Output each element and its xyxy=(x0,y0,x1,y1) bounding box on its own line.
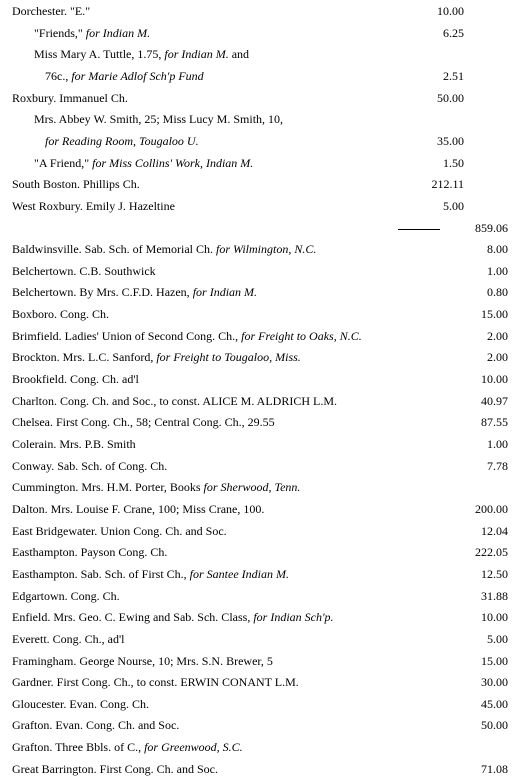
entry-description xyxy=(12,672,299,694)
entry-total: 15.00 xyxy=(481,653,508,668)
entry-description xyxy=(45,131,199,153)
entry-designation: for Indian M. xyxy=(189,285,258,300)
entry-text: South Boston. Phillips Ch. xyxy=(12,177,140,192)
ledger-row xyxy=(0,607,516,629)
ledger-row xyxy=(0,391,516,413)
entry-designation: for Indian M. xyxy=(82,25,151,40)
entry-total: 1.00 xyxy=(487,263,508,278)
entry-text: Everett. Cong. Ch., ad'l xyxy=(12,631,125,646)
entry-text: Colerain. Mrs. P.B. Smith xyxy=(12,437,136,451)
entry-text: Great Barrington. First Cong. Ch. and Soc. xyxy=(12,761,218,776)
entry-description xyxy=(12,412,275,434)
ledger-row xyxy=(0,564,516,586)
entry-designation: for Miss Collins' Work, Indian M. xyxy=(89,155,254,170)
entry-designation: for Reading Room, Tougaloo U. xyxy=(45,133,199,148)
entry-amount: 5.00 xyxy=(443,198,464,213)
ledger-row xyxy=(0,1,516,23)
entry-total: 222.05 xyxy=(475,545,508,560)
entry-description xyxy=(12,521,227,543)
ledger-row xyxy=(0,434,516,456)
entry-total: 71.08 xyxy=(481,761,508,776)
entry-text: Miss Mary A. Tuttle, 1.75, xyxy=(34,47,162,62)
entry-designation: for Greenwood, S.C. xyxy=(141,740,243,755)
entry-text: Mrs. Abbey W. Smith, 25; Miss Lucy M. Smith, 10, xyxy=(34,112,284,127)
entry-total: 2.00 xyxy=(487,350,508,365)
entry-text: Dorchester. "E." xyxy=(12,4,91,18)
entry-description xyxy=(12,586,120,608)
ledger-row xyxy=(0,499,516,521)
ledger-row xyxy=(0,694,516,716)
ledger-row xyxy=(0,66,516,88)
ledger-row xyxy=(0,737,516,759)
entry-text: Brockton. Mrs. L.C. Sanford, xyxy=(12,350,154,365)
ledger-row xyxy=(0,88,516,110)
entry-description xyxy=(12,261,156,283)
entry-amount: 2.51 xyxy=(443,68,464,83)
subtotal-rule xyxy=(398,229,440,230)
ledger-row xyxy=(0,239,516,261)
entry-text: Baldwinsville. Sab. Sch. of Memorial Ch. xyxy=(12,242,213,257)
entry-description xyxy=(12,391,337,413)
entry-total: 8.00 xyxy=(487,242,508,257)
entry-text: and xyxy=(228,47,250,62)
entry-total: 12.50 xyxy=(481,566,508,581)
entry-total: 10.00 xyxy=(481,372,508,387)
ledger-row xyxy=(0,174,516,196)
entry-description xyxy=(12,694,149,716)
entry-designation: for Indian M. xyxy=(161,47,229,62)
entry-total: 0.80 xyxy=(487,285,508,300)
entry-text: "Friends," xyxy=(34,25,83,40)
entry-description xyxy=(12,369,139,391)
entry-designation: for Freight to Tougaloo, Miss. xyxy=(153,350,301,365)
entry-total: 1.00 xyxy=(487,437,508,451)
entry-description xyxy=(12,759,218,780)
ledger-row xyxy=(0,542,516,564)
entry-total: 12.04 xyxy=(481,523,508,538)
entry-total: 200.00 xyxy=(475,501,508,516)
ledger-row xyxy=(0,672,516,694)
entry-description xyxy=(12,737,243,759)
entry-description xyxy=(12,282,257,304)
entry-description xyxy=(12,564,289,586)
ledger-row xyxy=(0,196,516,218)
ledger-row xyxy=(0,304,516,326)
entry-text: Cummington. Mrs. H.M. Porter, Books xyxy=(12,480,201,495)
entry-description xyxy=(12,651,273,673)
entry-amount: 6.25 xyxy=(443,25,464,40)
entry-text: Brimfield. Ladies' Union of Second Cong. Ch., xyxy=(12,328,239,343)
entry-description xyxy=(12,542,167,564)
ledger-row xyxy=(0,282,516,304)
entry-description xyxy=(34,23,150,45)
entry-amount: 10.00 xyxy=(437,4,464,18)
ledger-row xyxy=(0,153,516,175)
entry-text: Grafton. Evan. Cong. Ch. and Soc. xyxy=(12,718,180,733)
entry-designation: for Indian Sch'p. xyxy=(250,610,334,625)
entry-text: Roxbury. Immanuel Ch. xyxy=(12,90,128,105)
entry-total: 40.97 xyxy=(481,393,508,408)
entry-text: Dalton. Mrs. Louise F. Crane, 100; Miss Crane, 100. xyxy=(12,501,265,516)
ledger-row xyxy=(0,651,516,673)
entry-description xyxy=(12,174,140,196)
entry-designation: for Freight to Oaks, N.C. xyxy=(238,328,362,343)
ledger-row xyxy=(0,326,516,348)
ledger-row xyxy=(0,23,516,45)
ledger-row xyxy=(0,131,516,153)
entry-text: Belchertown. C.B. Southwick xyxy=(12,263,156,278)
entry-text: West Roxbury. Emily J. Hazeltine xyxy=(12,198,175,213)
entry-text: Conway. Sab. Sch. of Cong. Ch. xyxy=(12,458,168,473)
entry-description xyxy=(12,88,128,110)
entry-text: Charlton. Cong. Ch. and Soc., to const. ALICE M. ALDRICH L.M. xyxy=(12,393,337,408)
entry-total: 7.78 xyxy=(487,458,508,473)
entry-text: Gloucester. Evan. Cong. Ch. xyxy=(12,696,149,711)
entry-description xyxy=(12,304,109,326)
entry-description xyxy=(34,153,253,175)
ledger-row xyxy=(0,347,516,369)
entry-description xyxy=(34,44,249,66)
entry-designation: for Wilmington, N.C. xyxy=(212,242,317,257)
entry-text: Belchertown. By Mrs. C.F.D. Hazen, xyxy=(12,285,190,300)
entry-description xyxy=(45,66,204,88)
entry-total: 859.06 xyxy=(475,220,508,235)
entry-description xyxy=(12,607,334,629)
entry-description xyxy=(12,477,300,499)
entry-amount: 212.11 xyxy=(431,177,464,192)
ledger-row xyxy=(0,261,516,283)
ledger-row xyxy=(0,44,516,66)
ledger-row xyxy=(0,218,516,240)
entry-description xyxy=(12,239,316,261)
entry-description xyxy=(12,326,362,348)
entry-description xyxy=(12,434,136,456)
entry-designation: for Santee Indian M. xyxy=(186,566,289,581)
entry-text: Easthampton. Sab. Sch. of First Ch., xyxy=(12,566,187,581)
entry-description xyxy=(12,456,167,478)
entry-text: Boxboro. Cong. Ch. xyxy=(12,307,110,322)
entry-total: 87.55 xyxy=(481,415,508,430)
ledger-row xyxy=(0,586,516,608)
entry-text: Chelsea. First Cong. Ch., 58; Central Cong. Ch., 29.55 xyxy=(12,415,275,430)
entry-amount: 35.00 xyxy=(437,133,464,148)
ledger-row xyxy=(0,521,516,543)
entry-text: Enfield. Mrs. Geo. C. Ewing and Sab. Sch. Class, xyxy=(12,610,251,625)
entry-description xyxy=(12,499,264,521)
entry-description xyxy=(34,109,283,131)
entry-description xyxy=(12,1,90,23)
ledger-row xyxy=(0,109,516,131)
entry-description xyxy=(12,629,124,651)
entry-text: Grafton. Three Bbls. of C., xyxy=(12,740,142,755)
entry-total: 15.00 xyxy=(481,307,508,322)
ledger-row xyxy=(0,456,516,478)
entry-total: 31.88 xyxy=(481,588,508,603)
entry-total: 30.00 xyxy=(481,675,508,690)
entry-text: 76c., xyxy=(45,68,69,83)
entry-text: Framingham. George Nourse, 10; Mrs. S.N. Brewer, 5 xyxy=(12,653,273,668)
entry-amount: 1.50 xyxy=(443,155,464,170)
entry-text: "A Friend," xyxy=(34,155,90,170)
ledger-row xyxy=(0,477,516,499)
entry-total: 5.00 xyxy=(487,631,508,646)
ledger-row xyxy=(0,369,516,391)
entry-text: Easthampton. Payson Cong. Ch. xyxy=(12,545,168,560)
entry-total: 50.00 xyxy=(481,718,508,733)
ledger-row xyxy=(0,412,516,434)
entry-text: Edgartown. Cong. Ch. xyxy=(12,588,120,603)
entry-text: East Bridgewater. Union Cong. Ch. and Soc. xyxy=(12,523,227,538)
ledger-row xyxy=(0,759,516,780)
entry-description xyxy=(12,347,301,369)
entry-text: Gardner. First Cong. Ch., to const. ERWIN CONANT L.M. xyxy=(12,675,299,690)
ledger-row xyxy=(0,715,516,737)
entry-designation: for Sherwood, Tenn. xyxy=(200,480,301,495)
entry-description xyxy=(12,715,179,737)
entry-total: 45.00 xyxy=(481,696,508,711)
entry-total: 10.00 xyxy=(481,610,508,625)
entry-text: Brookfield. Cong. Ch. ad'l xyxy=(12,372,139,387)
entry-amount: 50.00 xyxy=(437,90,464,105)
ledger-row xyxy=(0,629,516,651)
entry-total: 2.00 xyxy=(487,328,508,343)
entry-designation: for Marie Adlof Sch'p Fund xyxy=(68,68,204,83)
entry-description xyxy=(12,196,175,218)
